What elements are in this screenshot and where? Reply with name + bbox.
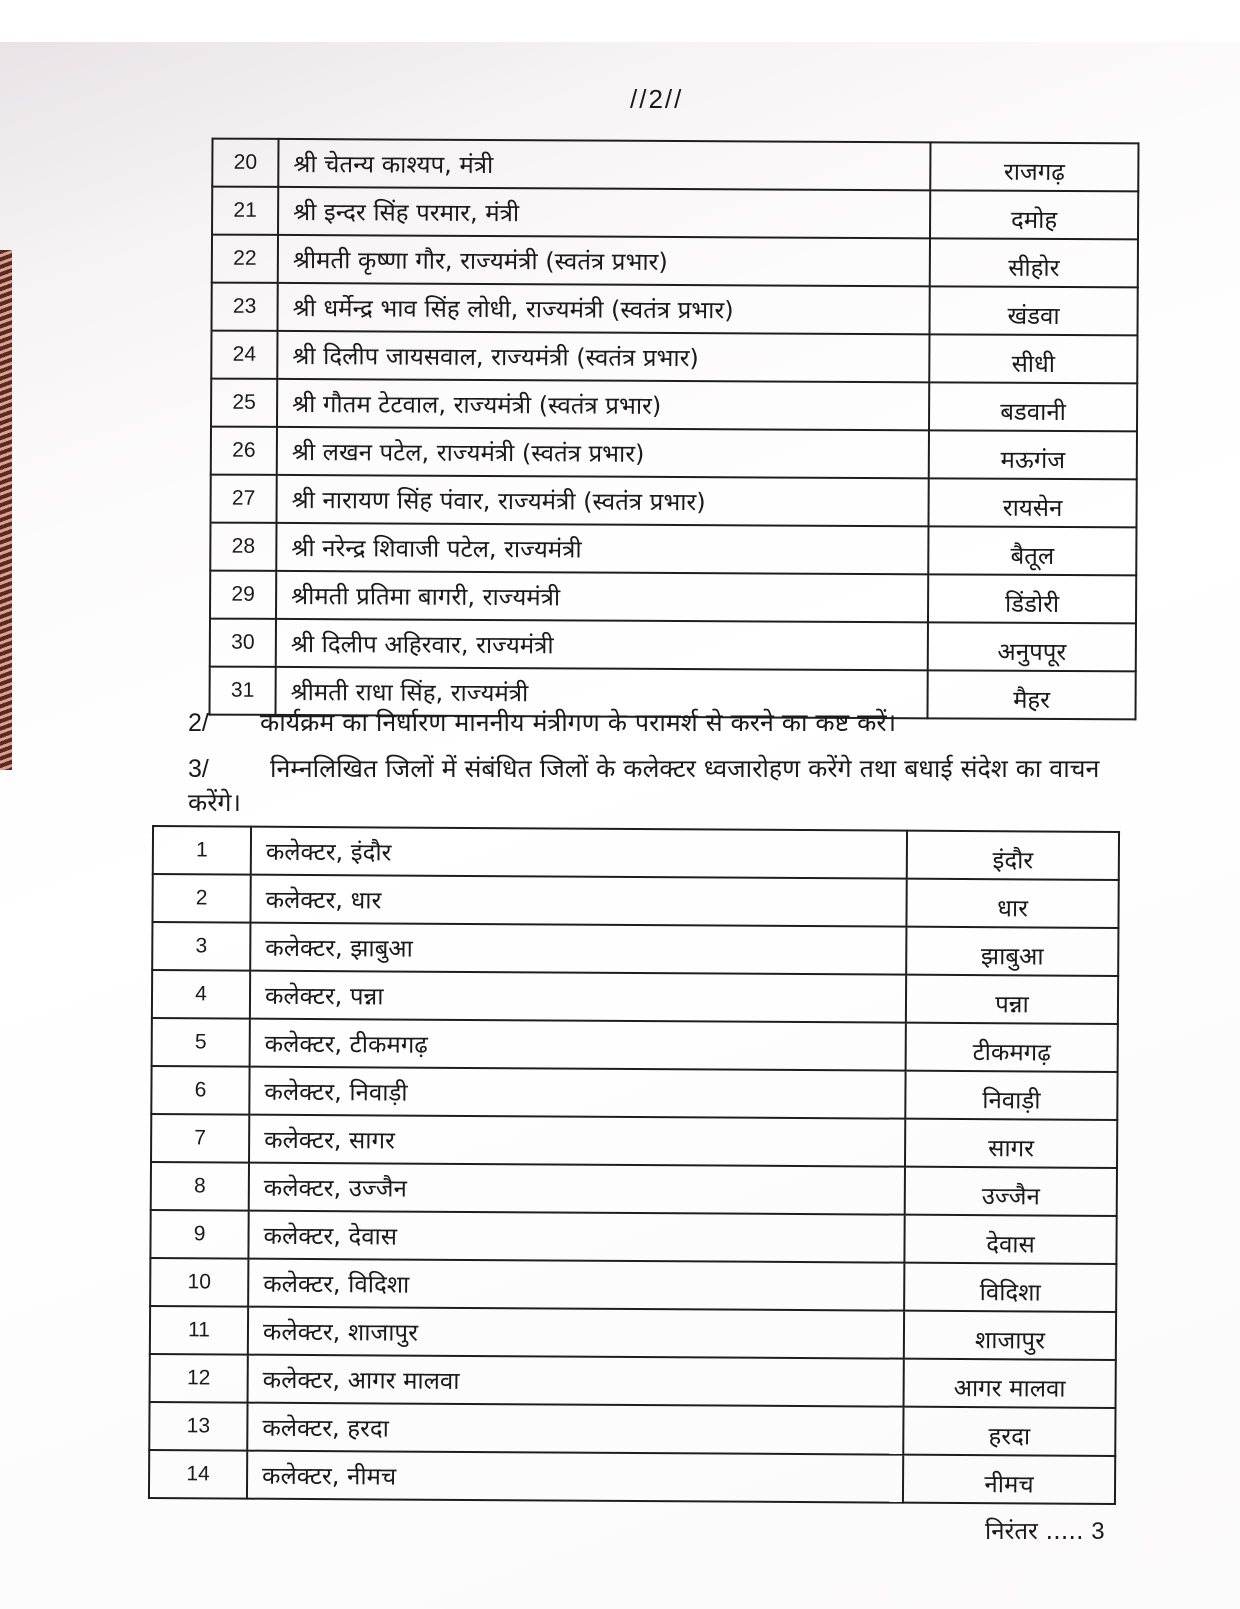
serial-number-cell: 7 [151, 1114, 249, 1163]
serial-number-cell: 11 [150, 1306, 248, 1355]
binding-edge [0, 250, 12, 770]
officer-name-cell: श्री धर्मेन्द्र भाव सिंह लोधी, राज्यमंत्री (स्वतंत्र प्रभार) [278, 283, 930, 334]
serial-number-cell: 21 [212, 187, 278, 235]
district-cell: सागर [905, 1119, 1117, 1168]
table-row [212, 187, 1138, 240]
table-row [149, 1402, 1115, 1456]
serial-number-cell: 10 [150, 1258, 248, 1307]
table-row [152, 970, 1118, 1024]
serial-number-cell: 30 [210, 619, 276, 667]
officer-name-cell: श्री दिलीप जायसवाल, राज्यमंत्री (स्वतंत्र प्रभार) [277, 331, 929, 382]
serial-number-cell: 26 [211, 427, 277, 475]
paragraph-number: 3/ [188, 755, 209, 783]
serial-number-cell: 27 [211, 475, 277, 523]
table-row [150, 1306, 1116, 1360]
table-row [152, 1018, 1118, 1072]
officer-name-cell: श्री नरेन्द्र शिवाजी पटेल, राज्यमंत्री [276, 523, 928, 574]
officer-name-cell: कलेक्टर, धार [250, 875, 906, 927]
serial-number-cell: 12 [150, 1354, 248, 1403]
district-cell: सीधी [929, 334, 1137, 383]
serial-number-cell: 9 [150, 1210, 248, 1259]
officer-name-cell: कलेक्टर, टीकमगढ़ [250, 1019, 906, 1071]
officer-name-cell: श्री लखन पटेल, राज्यमंत्री (स्वतंत्र प्रभार) [277, 427, 929, 478]
district-cell: बडवानी [929, 382, 1137, 431]
officer-name-cell: श्री नारायण सिंह पंवार, राज्यमंत्री (स्वतंत्र प्रभार) [277, 475, 929, 526]
officer-name-cell: श्रीमती कृष्णा गौर, राज्यमंत्री (स्वतंत्र प्रभार) [278, 235, 930, 286]
table-row [212, 235, 1138, 288]
continued-footer [985, 1514, 1105, 1547]
serial-number-cell: 29 [210, 571, 276, 619]
district-cell: देवास [904, 1215, 1116, 1264]
continued-label: निरंतर ..... [985, 1517, 1084, 1545]
district-cell: मैहर [927, 670, 1135, 719]
table-row [150, 1354, 1116, 1408]
serial-number-cell: 14 [149, 1450, 247, 1499]
serial-number-cell: 22 [212, 235, 278, 283]
serial-number-cell: 1 [153, 826, 251, 875]
officer-name-cell: कलेक्टर, निवाड़ी [249, 1067, 905, 1119]
serial-number-cell: 2 [152, 874, 250, 923]
district-cell: अनुपपूर [928, 622, 1136, 671]
officer-name-cell: श्रीमती प्रतिमा बागरी, राज्यमंत्री [276, 571, 928, 622]
ministers-table-body [209, 139, 1138, 720]
district-cell: इंदौर [907, 831, 1119, 880]
district-cell: हरदा [903, 1407, 1115, 1456]
paragraph-3 [188, 752, 1148, 820]
table-row [153, 826, 1119, 880]
officer-name-cell: श्री दिलीप अहिरवार, राज्यमंत्री [276, 619, 928, 670]
district-cell: रायसेन [928, 478, 1136, 527]
district-cell: आगर मालवा [904, 1359, 1116, 1408]
officer-name-cell: श्री गौतम टेटवाल, राज्यमंत्री (स्वतंत्र प्रभार) [277, 379, 929, 430]
officer-name-cell: श्री इन्दर सिंह परमार, मंत्री [278, 187, 930, 238]
serial-number-cell: 28 [210, 523, 276, 571]
table-row [210, 523, 1136, 576]
collectors-table-body [149, 826, 1119, 1504]
serial-number-cell: 8 [151, 1162, 249, 1211]
district-cell: उज्जैन [905, 1167, 1117, 1216]
officer-name-cell: श्री चेतन्य काश्यप, मंत्री [278, 139, 930, 190]
district-cell: सीहोर [930, 238, 1138, 287]
table-row [151, 1162, 1117, 1216]
officer-name-cell: कलेक्टर, सागर [249, 1115, 905, 1167]
table-row [151, 1066, 1117, 1120]
serial-number-cell: 25 [211, 379, 277, 427]
ministers-table [208, 138, 1139, 721]
district-cell: निवाड़ी [905, 1071, 1117, 1120]
table-row [211, 475, 1137, 528]
table-row [151, 1114, 1117, 1168]
officer-name-cell: कलेक्टर, झाबुआ [250, 923, 906, 975]
table-row [150, 1258, 1116, 1312]
district-cell: दमोह [930, 190, 1138, 239]
district-cell: पन्ना [906, 975, 1118, 1024]
table-row [211, 427, 1137, 480]
paragraph-text: कार्यक्रम का निर्धारण माननीय मंत्रीगण के परामर्श से करने का कष्ट करें। [260, 708, 897, 737]
table-row [211, 331, 1137, 384]
table-row [212, 139, 1138, 192]
table-row [152, 874, 1118, 928]
serial-number-cell: 6 [151, 1066, 249, 1115]
district-cell: खंडवा [929, 286, 1137, 335]
next-page-number: 3 [1091, 1518, 1105, 1545]
table-row [149, 1450, 1115, 1504]
officer-name-cell: कलेक्टर, शाजापुर [248, 1307, 904, 1359]
serial-number-cell: 3 [152, 922, 250, 971]
serial-number-cell: 20 [212, 139, 278, 187]
paragraph-2 [188, 706, 896, 740]
serial-number-cell: 13 [149, 1402, 247, 1451]
officer-name-cell: कलेक्टर, आगर मालवा [248, 1355, 904, 1407]
district-cell: विदिशा [904, 1263, 1116, 1312]
serial-number-cell: 5 [152, 1018, 250, 1067]
district-cell: डिंडोरी [928, 574, 1136, 623]
paragraph-text: निम्नलिखित जिलों में संबंधित जिलों के कलेक्टर ध्वजारोहण करेंगे तथा बधाई संदेश का वाचन करेंगे। [188, 754, 1100, 817]
officer-name-cell: कलेक्टर, हरदा [247, 1403, 903, 1455]
district-cell: टीकमगढ़ [906, 1023, 1118, 1072]
serial-number-cell: 4 [152, 970, 250, 1019]
serial-number-cell: 24 [211, 331, 277, 379]
paragraph-number: 2/ [188, 709, 209, 737]
officer-name-cell: श्रीमती राधा सिंह, राज्यमंत्री [275, 667, 927, 718]
table-row [152, 922, 1118, 976]
table-row [210, 619, 1136, 672]
district-cell: बैतूल [928, 526, 1136, 575]
district-cell: झाबुआ [906, 927, 1118, 976]
officer-name-cell: कलेक्टर, पन्ना [250, 971, 906, 1023]
district-cell: नीमच [903, 1455, 1115, 1504]
table-row [212, 283, 1138, 336]
district-cell: मऊगंज [929, 430, 1137, 479]
collectors-table [148, 825, 1120, 1505]
table-row [210, 571, 1136, 624]
district-cell: राजगढ़ [930, 142, 1138, 191]
table-row [150, 1210, 1116, 1264]
district-cell: शाजापुर [904, 1311, 1116, 1360]
district-cell: धार [906, 879, 1118, 928]
officer-name-cell: कलेक्टर, उज्जैन [249, 1163, 905, 1215]
officer-name-cell: कलेक्टर, इंदौर [251, 827, 907, 879]
officer-name-cell: कलेक्टर, नीमच [247, 1451, 903, 1503]
table-row [211, 379, 1137, 432]
officer-name-cell: कलेक्टर, देवास [248, 1211, 904, 1263]
page-marker: //2// [630, 84, 684, 114]
serial-number-cell: 23 [212, 283, 278, 331]
serial-number-cell: 31 [209, 667, 275, 715]
officer-name-cell: कलेक्टर, विदिशा [248, 1259, 904, 1311]
